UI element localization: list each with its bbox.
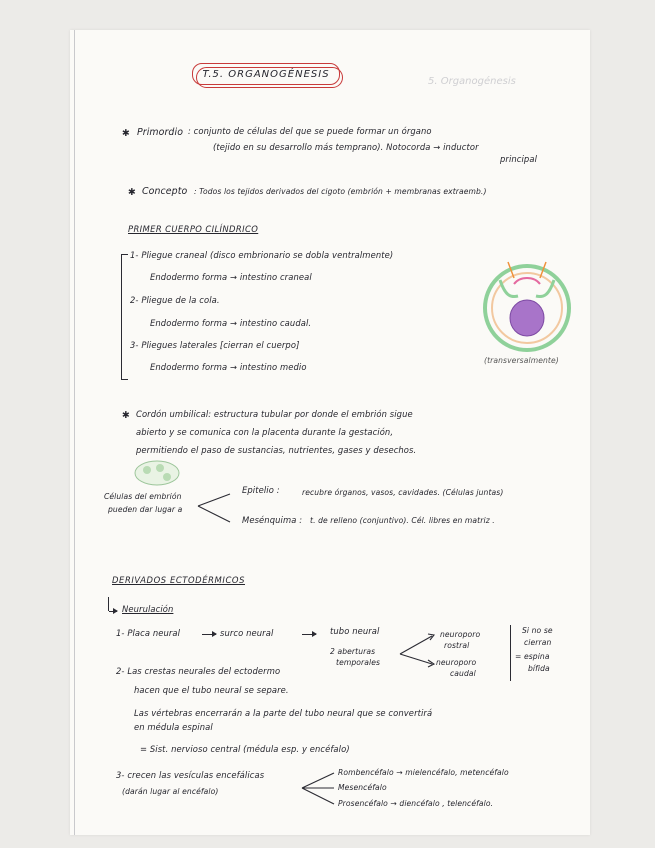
mesenquima-desc: t. de relleno (conjuntivo). Cél. libres en matriz . — [310, 516, 495, 525]
mesenquima-label: Mesénquima : — [242, 515, 303, 525]
step1-surco: surco neural — [220, 628, 274, 638]
bullet-star-icon: ✱ — [128, 187, 136, 198]
ghost-title: 5. Organogénesis — [428, 76, 516, 87]
step3-mesencefalo: Mesencéfalo — [338, 783, 387, 792]
celulas-branch-lines — [196, 488, 236, 528]
ectodermicos-heading: DERIVADOS ECTODÉRMICOS — [112, 575, 245, 585]
cordon-line2: abierto y se comunica con la placenta durante la gestación, — [136, 427, 394, 437]
cuerpo-heading: PRIMER CUERPO CILÍNDRICO — [128, 224, 259, 234]
step3-prosencefalo: Prosencéfalo → diencéfalo , telencéfalo. — [338, 799, 494, 808]
note-line4: bífida — [528, 664, 550, 673]
arrow-icon — [302, 634, 316, 635]
cells-sketch — [132, 458, 182, 488]
cuerpo-bracket — [121, 254, 128, 380]
step1-temporales: temporales — [336, 658, 381, 667]
neurulacion-arrow — [109, 611, 117, 612]
cuerpo-item-3-sub: Endodermo forma → intestino medio — [150, 362, 307, 372]
primordio-def-line3: principal — [500, 154, 538, 164]
cuerpo-item-1-sub: Endodermo forma → intestino craneal — [150, 272, 312, 282]
step2-line1: 2- Las crestas neurales del ectodermo — [116, 666, 281, 676]
step2-line2: hacen que el tubo neural se separe. — [134, 685, 289, 695]
celulas-root-line2: pueden dar lugar a — [108, 505, 183, 514]
page-title: T.5. ORGANOGÉNESIS — [192, 63, 340, 85]
step1-tubo: tubo neural — [330, 626, 380, 636]
cuerpo-item-1: 1- Pliegue craneal (disco embrionario se dobla ventralmente) — [130, 250, 394, 260]
celulas-root-line1: Células del embrión — [104, 492, 182, 501]
cuerpo-item-3: 3- Pliegues laterales [cierran el cuerpo] — [130, 340, 300, 350]
cuerpo-item-2-sub: Endodermo forma → intestino caudal. — [150, 318, 312, 328]
step1-aberturas: 2 aberturas — [330, 647, 376, 656]
step1-rostral: rostral — [444, 641, 470, 650]
note-line2: cierran — [524, 638, 552, 647]
step2-line5: = Sist. nervioso central (médula esp. y encéfalo) — [140, 744, 350, 754]
yolk-sac — [510, 300, 544, 336]
bullet-star-icon: ✱ — [122, 128, 130, 139]
embryo-cross-section-diagram — [480, 250, 580, 360]
primordio-def-line1: : conjunto de células del que se puede formar un órgano — [188, 126, 432, 136]
step1-neuroporo-rostral: neuroporo — [440, 630, 481, 639]
step3-line1: 3- crecen las vesículas encefálicas — [116, 770, 265, 780]
epitelio-label: Epitelio : — [242, 485, 280, 495]
vesiculas-branch-lines — [300, 770, 340, 810]
aberturas-branch-lines — [398, 632, 438, 676]
concepto-text: : Todos los tejidos derivados del cigoto (embrión + membranas extraemb.) — [194, 187, 487, 196]
primordio-def-line2: (tejido en su desarrollo más temprano). Notocorda → inductor — [213, 142, 479, 152]
diagram-caption: (transversalmente) — [484, 356, 559, 365]
neural-fold-pink — [514, 278, 540, 284]
bullet-star-icon: ✱ — [122, 410, 130, 421]
note-bracket — [510, 625, 511, 681]
cordon-line3: permitiendo el paso de sustancias, nutrientes, gases y desechos. — [136, 445, 417, 455]
concepto-label: Concepto — [142, 186, 188, 197]
arrow-icon — [202, 634, 216, 635]
cordon-line1: Cordón umbilical: estructura tubular por donde el embrión sigue — [136, 409, 413, 419]
cuerpo-item-2: 2- Pliegue de la cola. — [130, 295, 220, 305]
step3-line2: (darán lugar al encéfalo) — [122, 787, 219, 796]
epitelio-desc: recubre órganos, vasos, cavidades. (Células juntas) — [302, 488, 504, 497]
margin-line — [74, 30, 75, 835]
step1-neuroporo-caudal: neuroporo — [436, 658, 477, 667]
step1-caudal: caudal — [450, 669, 476, 678]
step2-line4: en médula espinal — [134, 722, 213, 732]
note-line1: Si no se — [522, 626, 553, 635]
primordio-label: Primordio — [137, 127, 184, 138]
neurulacion-label: Neurulación — [122, 604, 174, 614]
step1-placa: 1- Placa neural — [116, 628, 181, 638]
step3-rombencefalo: Rombencéfalo → mielencéfalo, metencéfalo — [338, 768, 509, 777]
neurulacion-hook — [108, 597, 109, 611]
step2-line3: Las vértebras encerrarán a la parte del tubo neural que se convertirá — [134, 708, 433, 718]
note-line3: = espina — [515, 652, 550, 661]
